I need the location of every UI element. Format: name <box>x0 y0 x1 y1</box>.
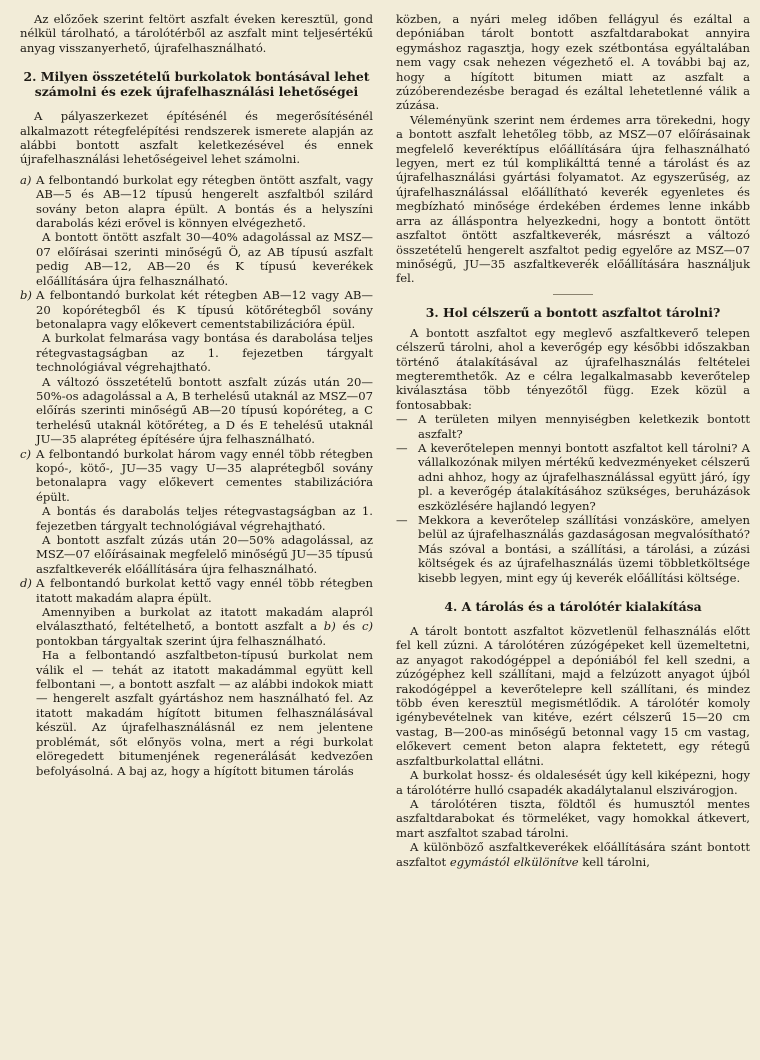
item-a-marker: a) <box>20 172 32 187</box>
item-c-marker: c) <box>20 446 32 461</box>
opinion-paragraph: Véleményünk szerint nem érdemes arra törekedni, hogy a bontott aszfalt lehetőleg több, az MSZ—07 előírásainak megfelelő keveréktípus előállítására újra felhasználható legyen, mert ez túl komplikálttá tenné a tárolást és az újrafelhasználási gyártási folyamatot. Az egyszerűség, az újrafelhasználással előállítható keverék egyenletes és megbízható minősége érdekében érdemes lenne inkább arra az álláspontra helyezkedni, hogy a bontott öntött aszfaltot öntött aszfaltkeverék, másrészt a változó összetételű hengerelt aszfaltot pedig egyelőre az MSZ—07 minőségű, JU—35 aszfaltkeverék előállítására használjuk fel. <box>396 112 750 286</box>
continuation-paragraph: közben, a nyári meleg időben fellágyul és ezáltal a depóniában tárolt bontott aszfaltdarabokat annyira egymáshoz ragasztja, hogy ezek szétbontása egyáltalában nem vagy csak nehezen végezhető el. A további baj az, hogy a hígított bitumen miatt az aszfalt a zúzóberendezésbe beragad és ezáltal lehetetlenné válik a zúzása. <box>396 12 750 113</box>
section-3-heading: 3. Hol célszerű a bontott aszfaltot tárolni? <box>425 304 721 320</box>
item-d-ref-b: b) <box>323 619 336 634</box>
dash-item-3 <box>396 513 750 585</box>
item-c-text: A felbontandó burkolat három vagy ennél több rétegben kopó-, kötő-, JU—35 vagy U—35 alaprétegből sovány betonalapra vagy előkevert cementes stabilizációra épült. <box>36 446 373 504</box>
section-4-p4-text: A különböző aszfaltkeverékek előállítására szánt bontott aszfaltot <box>396 840 750 869</box>
item-d-paragraph-3: Ha a felbontandó aszfaltbeton-típusú burkolat nem válik el — tehát az itatott makadámmal együtt kell felbontani —, a bontott aszfalt — az alábbi indokok miatt — hengerelt aszfalt gyártáshoz nem használható fel. Az itatott makadám hígított bitumen felhasználásával készül. Az újrafelhasználásnál ez nem jelentene problémát, sőt előnyös volna, mert a régi burkolat elöregedett bitumenjének regenerálását kedvezően befolyásolná. A baj az, hogy a hígított bitumen tárolás <box>36 648 373 778</box>
intro-paragraph: Az előzőek szerint feltört aszfalt éveken keresztül, gond nélkül tárolható, a tárolótérből az aszfalt mint teljesértékű anyag visszanyerhető, újrafelhasználható. <box>20 12 373 55</box>
left-column <box>20 12 373 778</box>
item-a-paragraph-2: A bontott öntött aszfalt 30—40% adagolással az MSZ—07 előírásai szerinti minőségű Ö, az AB típusú aszfalt pedig AB—12, AB—20 és K típusú keverékek előállítására újra felhasználható. <box>36 230 373 288</box>
item-c-paragraph <box>20 447 373 505</box>
section-4-paragraph-4 <box>396 840 750 869</box>
item-b-marker: b) <box>20 288 32 303</box>
item-d-p2-post: pontokban tárgyaltak szerint újra felhasználható. <box>36 633 327 648</box>
item-d-text: A felbontandó burkolat kettő vagy ennél több rétegben itatott makadám alapra épült. <box>36 576 373 605</box>
dash-item-1 <box>396 412 750 441</box>
item-d-marker: d) <box>20 576 32 591</box>
item-d-paragraph-2 <box>20 605 373 648</box>
dash-item-2-text: A keverőtelepen mennyi bontott aszfaltot kell tárolni? A vállalkozónak milyen mértékű kedvezményeket célszerű adni ahhoz, hogy az újrafelhasználással együtt járó, így pl. a keverőgép átalakításához szükséges, beruházások eszközlésére hajlandó legyen? <box>418 440 750 513</box>
item-b-paragraph-2: A burkolat felmarása vagy bontása és darabolása teljes rétegvastagságban az 1. fejezetben tárgyalt technológiával végrehajtható. <box>36 331 373 375</box>
section-4-heading: 4. A tárolás és a tárolótér kialakítása <box>444 599 702 615</box>
item-c-paragraph-2: A bontás és darabolás teljes rétegvastagságban az 1. fejezetben tárgyalt technológiával végrehajtható. <box>36 504 373 533</box>
section-4-paragraph-1: A tárolt bontott aszfaltot közvetlenül felhasználás előtt fel kell zúzni. A tárolótéren zúzógépeket kell üzemeltetni, az anyagot rakodógéppel a depóniából fel kell szedni, a zúzógéphez kell szállítani, majd a felzúzott anyagot újból rakodógéppel a keverőtelepre kell szállítani, és mindez több éven keresztül megismétlődik. A tárolótér komoly igénybevételnek van kitéve, ezért célszerű 15—20 cm vastag, B—200-as minőségű betonnal vagy 15 cm vastag, előkevert cement beton alapra fektetett, egy rétegű aszfaltburkolattal ellátni. <box>396 624 750 768</box>
item-d-paragraph <box>20 576 373 605</box>
dash-item-2 <box>396 441 750 513</box>
item-d-ref-c: c) <box>361 619 373 634</box>
section-divider <box>553 294 593 295</box>
section-4-p4-post: kell tárolni, <box>578 854 650 869</box>
dash-marker: — <box>396 412 408 427</box>
item-a-text: A felbontandó burkolat egy rétegben öntött aszfalt, vagy AB—5 és AB—12 típusú hengerelt aszfaltból szilárd sovány beton alapra épült. A bontás és a helyszíni darabolás kézi erővel is könnyen elvégezhető. <box>36 172 373 231</box>
section-4-paragraph-2: A burkolat hossz- és oldalesését úgy kell kiképezni, hogy a tárolótérre hulló csapadék akadálytalanul elszivárogjon. <box>396 768 750 797</box>
item-d-p2-text: Amennyiben a burkolat az itatott makadám alapról elválasztható, feltételhető, a bontott aszfalt a <box>36 605 373 634</box>
dash-item-3-text: Mekkora a keverőtelep szállítási vonzásköre, amelyen belül az újrafelhasználás gazdaságosan megvalósítható? Más szóval a bontási, a szállítási, a tárolási, a zúzási költségek és az újrafelhasználás üzemi többletköltsége kisebb legyen, mint egy új keverék előállítási költsége. <box>418 513 750 585</box>
item-a-paragraph <box>20 173 373 231</box>
item-d-p2-mid: és <box>335 619 362 634</box>
section-2-heading: 2. Milyen összetételű burkolatok bontásával lehet számolni és ezek újrafelhasználási lehetőségei <box>23 69 370 100</box>
item-b-paragraph-3: A változó összetételű bontott aszfalt zúzás után 20—50%-os adagolással a A, B terhelésű utaknál az MSZ—07 előírás szerinti minőségű AB—20 típusú kopóréteg, a C terhelésű utaknál kötőréteg, a D és E tehelésű utaknál JU—35 alapréteg építésére újra felhasználható. <box>36 374 373 447</box>
section-2-intro: A pályaszerkezet építésénél és megerősítésénél alkalmazott rétegfelépítési rendszerek ismerete alapján az alábbi bontott aszfalt keletkezésével és ennek újrafelhasználási lehetőségeivel lehet számolni. <box>20 109 373 167</box>
dash-marker: — <box>396 513 408 527</box>
section-4-paragraph-3: A tárolótéren tiszta, földtől és humusztól mentes aszfaltdarabokat és törmeléket, vagy homokkal átkevert, mart aszfaltot szabad tárolni. <box>396 796 750 840</box>
section-3-intro: A bontott aszfaltot egy meglevő aszfaltkeverő telepen célszerű tárolni, ahol a keverőgép egy későbbi időszakban történő átalakításával az újrafelhasználás feltételei megteremthetők. Az e célra legalkalmasabb keverőtelep kiválasztása több tényezőtől függ. Ezek közül a fontosabbak: <box>396 325 750 412</box>
dash-marker: — <box>396 440 408 455</box>
right-column <box>396 12 750 869</box>
item-b-paragraph <box>20 288 373 331</box>
dash-item-1-text: A területen milyen mennyiségben keletkezik bontott aszfalt? <box>418 412 750 441</box>
item-c-paragraph-3: A bontott aszfalt zúzás után 20—50% adagolással, az MSZ—07 előírásainak megfelelő minőségű JU—35 típusú aszfaltkeverék előállítására újra felhasználható. <box>36 533 373 576</box>
section-4-p4-emphasis: egymástól elkülönítve <box>449 854 579 869</box>
item-b-text: A felbontandó burkolat két rétegben AB—12 vagy AB—20 kopórétegből és K típusú kötőrétegből sovány betonalapra vagy előkevert cementstabilizációra épül. <box>36 288 373 331</box>
